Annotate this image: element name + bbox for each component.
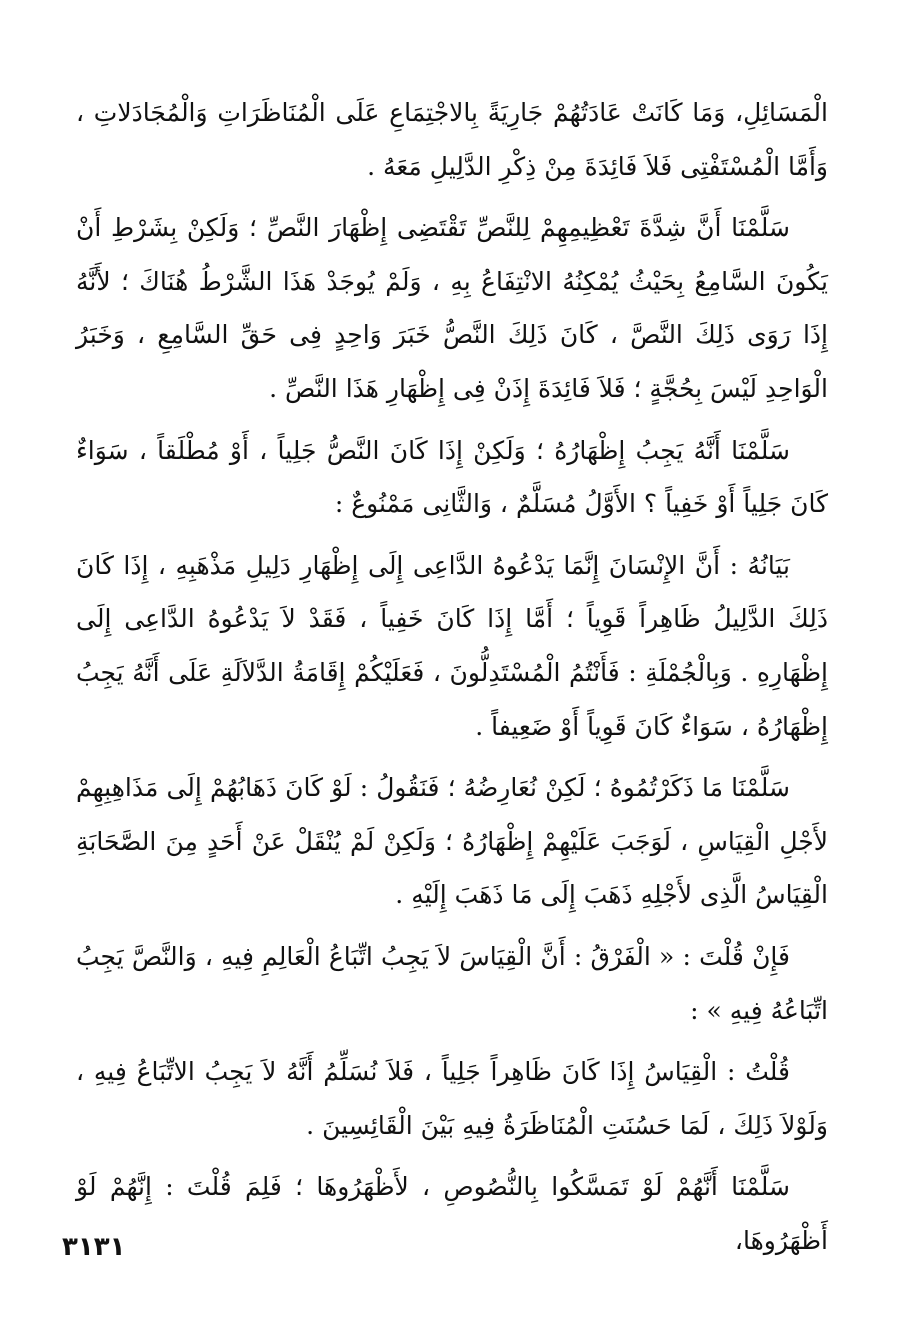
paragraph-2: سَلَّمْنَا أَنَّ شِدَّةَ تَعْظِيمِهِمْ لِلنَّصِّ تَقْتَضِى إِظْهَارَ النَّصِّ ؛ وَلَكِنْ بِشَرْطِ أَنْ يَكُونَ السَّامِعُ بِحَيْثُ يُمْكِنُهُ الانْتِفَاعُ بِهِ ، وَلَمْ يُوجَدْ هَذَا الشَّرْطُ هُنَاكَ ؛ لأَنَّهُ إِذَا رَوَى ذَلِكَ النَّصَّ ، كَانَ ذَلِكَ النَّصُّ خَبَرَ وَاحِدٍ فِى حَقِّ السَّامِعِ ، وَخَبَرُ الْوَاحِدِ لَيْسَ بِحُجَّةٍ ؛ فَلاَ فَائِدَةَ إِذَنْ فِى إِظْهَارِ هَذَا النَّصِّ . bbox=[76, 213, 828, 403]
paragraph-1: الْمَسَائِلِ، وَمَا كَانَتْ عَادَتُهُمْ جَارِيَةً بِالاجْتِمَاعِ عَلَى الْمُنَاظَرَاتِ وَالْمُجَادَلاتِ ، وَأَمَّا الْمُسْتَفْتِى فَلاَ فَائِدَةَ مِنْ ذِكْرِ الدَّلِيلِ مَعَهُ . bbox=[76, 98, 828, 181]
page-number: ٣١٣١ bbox=[62, 1232, 126, 1262]
paragraph-4: بَيَانُهُ : أَنَّ الإِنْسَانَ إِنَّمَا يَدْعُوهُ الدَّاعِى إِلَى إِظْهَارِ دَلِيلِ مَذْهَبِهِ ، إِذَا كَانَ ذَلِكَ الدَّلِيلُ ظَاهِراً قَوِياً ؛ أَمَّا إِذَا كَانَ خَفِياً ، فَقَدْ لاَ يَدْعُوهُ الدَّاعِى إِلَى إِظْهَارِهِ . وَبِالْجُمْلَةِ : فَأَنْتُمُ الْمُسْتَدِلُّونَ ، فَعَلَيْكُمْ إِقَامَةُ الدَّلاَلَةِ عَلَى أَنَّهُ يَجِبُ إِظْهَارُهُ ، سَوَاءٌ كَانَ قَوِياً أَوْ ضَعِيفاً . bbox=[76, 550, 828, 741]
paragraph-7: قُلْتُ : الْقِيَاسُ إِذَا كَانَ ظَاهِراً جَلِياً ، فَلاَ نُسَلِّمُ أَنَّهُ لاَ يَجِبُ الاتِّبَاعُ فِيهِ ، وَلَوْلاَ ذَلِكَ ، لَمَا حَسُنَتِ الْمُنَاظَرَةُ فِيهِ بَيْنَ الْقَائِسِينَ . bbox=[76, 1057, 828, 1140]
paragraph-5: سَلَّمْنَا مَا ذَكَرْتُمُوهُ ؛ لَكِنْ نُعَارِضُهُ ؛ فَنَقُولُ : لَوْ كَانَ ذَهَابُهُمْ إِلَى مَذَاهِبِهِمْ لأَجْلِ الْقِيَاسِ ، لَوَجَبَ عَلَيْهِمْ إِظْهَارُهُ ؛ وَلَكِنْ لَمْ يُنْقَلْ عَنْ أَحَدٍ مِنَ الصَّحَابَةِ الْقِيَاسُ الَّذِى لأَجْلِهِ ذَهَبَ إِلَى مَا ذَهَبَ إِلَيْهِ . bbox=[76, 773, 828, 910]
main-text-block bbox=[76, 86, 828, 1267]
paragraph-3: سَلَّمْنَا أَنَّهُ يَجِبُ إِظْهَارُهُ ؛ وَلَكِنْ إِذَا كَانَ النَّصُّ جَلِياً ، أَوْ مُطْلَقاً ، سَوَاءٌ كَانَ جَلِياً أَوْ خَفِياً ؟ الأَوَّلُ مُسَلَّمٌ ، وَالثَّانِى مَمْنُوعٌ : bbox=[76, 435, 828, 519]
paragraph-8: سَلَّمْنَا أَنَّهُمْ لَوْ تَمَسَّكُوا بِالنُّصُوصِ ، لأَظْهَرُوهَا ؛ فَلِمَ قُلْتَ : إِنَّهُمْ لَوْ أَظْهَرُوهَا، bbox=[76, 1172, 828, 1255]
paragraph-6: فَإِنْ قُلْتَ : « الْفَرْقُ : أَنَّ الْقِيَاسَ لاَ يَجِبُ اتِّبَاعُ الْعَالِمِ فِيهِ ، وَالنَّصَّ يَجِبُ اتِّبَاعُهُ فِيهِ » : bbox=[76, 941, 828, 1025]
